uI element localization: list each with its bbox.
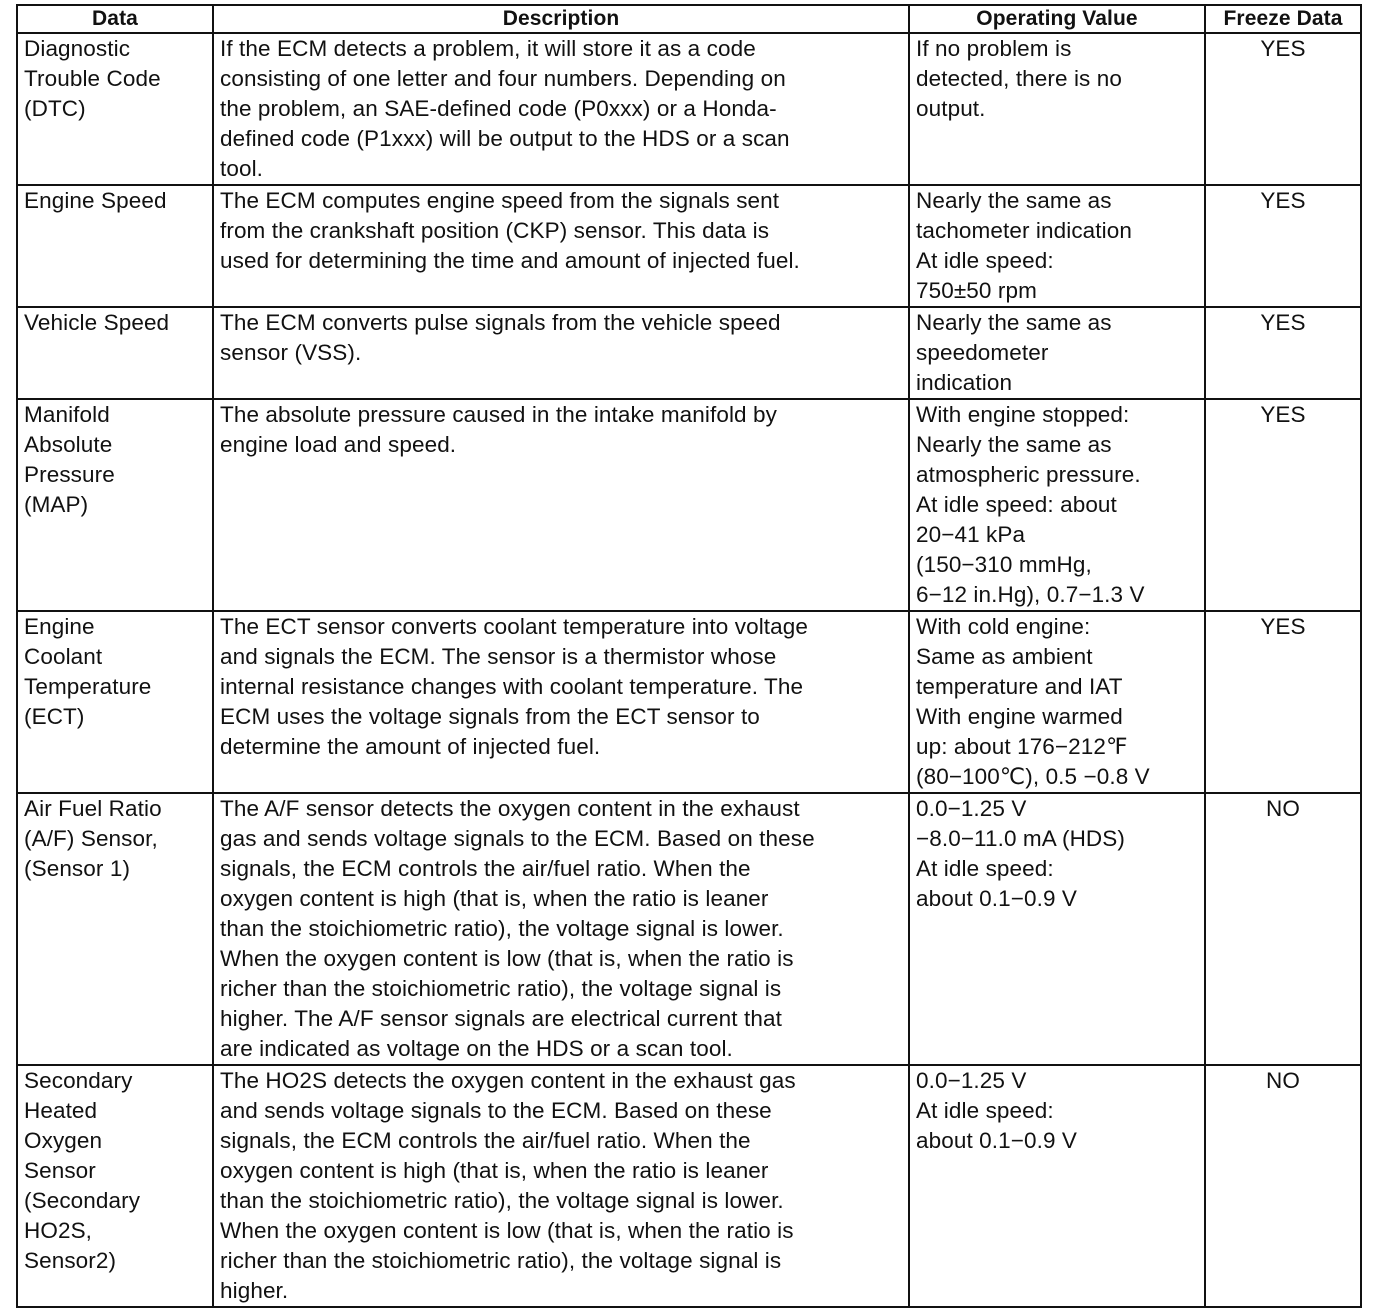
data-item-description: The absolute pressure caused in the intake manifold by engine load and speed. [213,399,909,611]
data-item-operating-value: If no problem is detected, there is no output. [909,33,1205,185]
data-item-name: Vehicle Speed [17,307,213,399]
data-item-description: The ECM computes engine speed from the signals sent from the crankshaft position (CKP) sensor. This data is used for determining the time and amount of injected fuel. [213,185,909,307]
data-list-page [16,4,1362,1308]
table-row [17,399,1361,611]
data-item-description: If the ECM detects a problem, it will store it as a code consisting of one letter and four numbers. Depending on the problem, an SAE-defined code (P0xxx) or a Honda- defined code (P1xxx) will be output to the HDS or a scan tool. [213,33,909,185]
header-freeze-data: Freeze Data [1205,5,1361,33]
data-item-name: Manifold Absolute Pressure (MAP) [17,399,213,611]
data-item-description: The A/F sensor detects the oxygen content in the exhaust gas and sends voltage signals to the ECM. Based on these signals, the ECM controls the air/fuel ratio. When the oxygen content is high (that is, when the ratio is leaner than the stoichiometric ratio), the voltage signal is lower. When the oxygen content is low (that is, when the ratio is richer than the stoichiometric ratio), the voltage signal is higher. The A/F sensor signals are electrical current that are indicated as voltage on the HDS or a scan tool. [213,793,909,1065]
data-item-operating-value: Nearly the same as tachometer indication At idle speed: 750±50 rpm [909,185,1205,307]
data-item-name: Engine Speed [17,185,213,307]
data-item-freeze-data: YES [1205,33,1361,185]
header-data: Data [17,5,213,33]
data-item-name: Air Fuel Ratio (A/F) Sensor, (Sensor 1) [17,793,213,1065]
data-item-operating-value: With cold engine: Same as ambient temperature and IAT With engine warmed up: about 176−212℉ (80−100℃), 0.5 −0.8 V [909,611,1205,793]
data-item-freeze-data: NO [1205,793,1361,1065]
data-item-operating-value: 0.0−1.25 V −8.0−11.0 mA (HDS) At idle speed: about 0.1−0.9 V [909,793,1205,1065]
data-item-freeze-data: NO [1205,1065,1361,1307]
data-item-name: Engine Coolant Temperature (ECT) [17,611,213,793]
data-item-freeze-data: YES [1205,611,1361,793]
data-item-description: The HO2S detects the oxygen content in the exhaust gas and sends voltage signals to the ECM. Based on these signals, the ECM controls the air/fuel ratio. When the oxygen content is high (that is, when the ratio is leaner than the stoichiometric ratio), the voltage signal is lower. When the oxygen content is low (that is, when the ratio is richer than the stoichiometric ratio), the voltage signal is higher. [213,1065,909,1307]
header-operating-value: Operating Value [909,5,1205,33]
table-row [17,611,1361,793]
table-row [17,307,1361,399]
data-list-table [16,4,1362,1308]
table-row [17,1065,1361,1307]
table-row [17,185,1361,307]
table-row [17,793,1361,1065]
data-item-freeze-data: YES [1205,307,1361,399]
data-item-name: Diagnostic Trouble Code (DTC) [17,33,213,185]
data-item-name: Secondary Heated Oxygen Sensor (Secondary HO2S, Sensor2) [17,1065,213,1307]
header-description: Description [213,5,909,33]
data-item-freeze-data: YES [1205,399,1361,611]
data-item-description: The ECT sensor converts coolant temperature into voltage and signals the ECM. The sensor is a thermistor whose internal resistance changes with coolant temperature. The ECM uses the voltage signals from the ECT sensor to determine the amount of injected fuel. [213,611,909,793]
table-header-row [17,5,1361,33]
data-item-description: The ECM converts pulse signals from the vehicle speed sensor (VSS). [213,307,909,399]
data-item-operating-value: With engine stopped: Nearly the same as atmospheric pressure. At idle speed: about 20−41 kPa (150−310 mmHg, 6−12 in.Hg), 0.7−1.3 V [909,399,1205,611]
data-item-freeze-data: YES [1205,185,1361,307]
data-item-operating-value: Nearly the same as speedometer indication [909,307,1205,399]
data-item-operating-value: 0.0−1.25 V At idle speed: about 0.1−0.9 V [909,1065,1205,1307]
table-row [17,33,1361,185]
